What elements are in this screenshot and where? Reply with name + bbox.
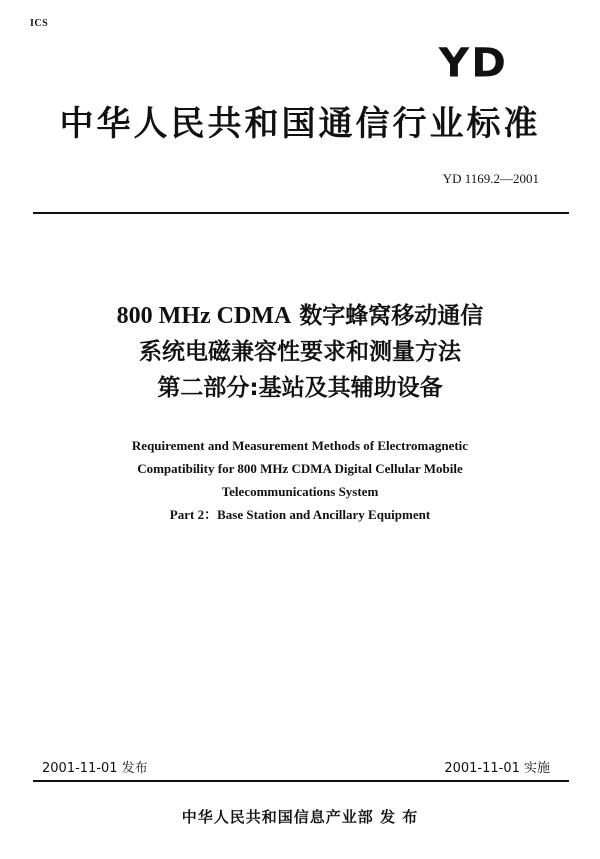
implement-date: 2001-11-01 实施 bbox=[444, 761, 550, 776]
chinese-title-rest: 数字蜂窝移动通信 bbox=[291, 303, 484, 329]
chinese-title-line-3: 第二部分:基站及其辅助设备 bbox=[157, 375, 443, 401]
english-title bbox=[0, 434, 600, 526]
yd-logo: YD bbox=[438, 39, 508, 86]
publish-date: 2001-11-01 发布 bbox=[42, 761, 148, 776]
english-title-line-4: Part 2：Base Station and Ancillary Equipment bbox=[169, 507, 431, 522]
standard-title: 中华人民共和国通信行业标准 bbox=[59, 104, 541, 144]
standard-number: YD 1169.2—2001 bbox=[442, 171, 539, 186]
chinese-title-line-1 bbox=[0, 298, 600, 334]
chinese-title-lead: 800 MHz CDMA bbox=[116, 303, 292, 329]
bottom-divider bbox=[33, 780, 569, 782]
english-title-line-3: Telecommunications System bbox=[221, 484, 379, 499]
ics-label: ICS bbox=[30, 18, 49, 29]
chinese-title bbox=[0, 298, 600, 406]
english-title-line-2: Compatibility for 800 MHz CDMA Digital Cellular Mobile bbox=[137, 461, 463, 476]
top-divider bbox=[33, 212, 569, 214]
chinese-title-line-2: 系统电磁兼容性要求和测量方法 bbox=[139, 339, 461, 365]
english-title-line-1: Requirement and Measurement Methods of Electromagnetic bbox=[131, 438, 469, 453]
issuer: 中华人民共和国信息产业部 发 布 bbox=[181, 808, 419, 826]
